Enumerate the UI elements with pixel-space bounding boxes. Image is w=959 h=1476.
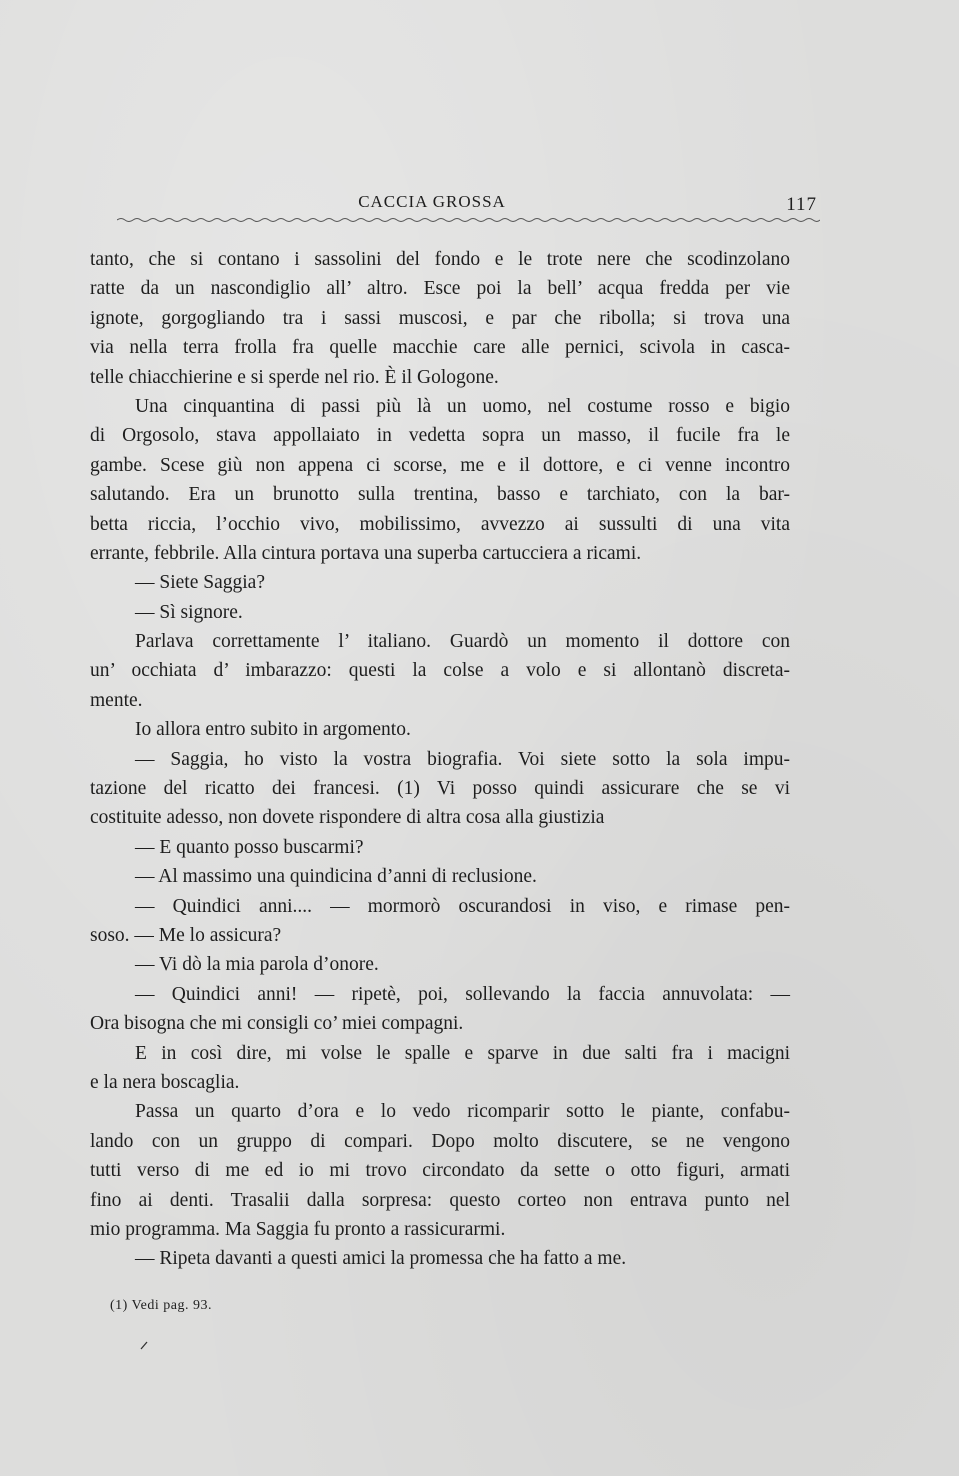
text-line: fino ai denti. Trasalii dalla sorpresa: questo corteo non entrava punto nel (90, 1189, 790, 1211)
text-line: tutti verso di me ed io mi trovo circondato da sette o otto figuri, armati (90, 1160, 790, 1182)
text-line: — E quanto posso buscarmi? (135, 836, 364, 858)
text-line: E in così dire, mi volse le spalle e sparve in due salti fra i macigni (135, 1042, 790, 1064)
text-line: — Ripeta davanti a questi amici la promessa che ha fatto a me. (135, 1248, 627, 1270)
text-line: e la nera boscaglia. (90, 1071, 240, 1093)
body-text (90, 245, 790, 1274)
text-line: betta riccia, l’occhio vivo, mobilissimo, avvezzo ai sussulti di una vita (90, 513, 790, 535)
text-line: salutando. Era un brunotto sulla trentina, basso e tarchiato, con la bar- (90, 484, 790, 506)
text-line: Parlava correttamente l’ italiano. Guardò un momento il dottore con (135, 631, 790, 653)
text-line: Una cinquantina di passi più là un uomo, nel costume rosso e bigio (135, 395, 790, 417)
text-line: — Siete Saggia? (135, 572, 265, 594)
text-line: — Saggia, ho visto la vostra biografia. Voi siete sotto la sola impu- (135, 748, 790, 770)
text-line: soso. — Me lo assicura? (90, 924, 282, 946)
text-line: Ora bisogna che mi consigli co’ miei compagni. (90, 1013, 464, 1035)
page-number: 117 (786, 194, 817, 215)
text-line: un’ occhiata d’ imbarazzo: questi la colse a volo e si allontanò discreta- (90, 660, 790, 682)
text-line: di Orgosolo, stava appollaiato in vedetta sopra un masso, il fucile fra le (90, 425, 790, 447)
pencil-mark (139, 1340, 149, 1350)
text-line: gambe. Scese giù non appena ci scorse, me e il dottore, e ci venne incontro (90, 454, 790, 476)
text-line: Passa un quarto d’ora e lo vedo ricomparir sotto le piante, confabu- (135, 1101, 790, 1123)
text-line: tanto, che si contano i sassolini del fondo e le trote nere che scodinzolano (90, 249, 790, 270)
text-line: errante, febbrile. Alla cintura portava una superba cartucciera a ricami. (90, 542, 642, 564)
text-line: Io allora entro subito in argomento. (135, 719, 411, 741)
footnote: (1) Vedi pag. 93. (110, 1298, 212, 1313)
running-title: CACCIA GROSSA (358, 192, 506, 211)
text-line: — Quindici anni! — ripetè, poi, sollevando la faccia annuvolata: — (135, 983, 790, 1005)
text-line: via nella terra frolla fra quelle macchie care alle pernici, scivola in casca- (90, 337, 790, 359)
text-line: tazione del ricatto dei francesi. (1) Vi posso quindi assicurare che se vi (90, 778, 790, 800)
text-line: — Vi dò la mia parola d’onore. (135, 954, 379, 976)
text-line: costituite adesso, non dovete rispondere di altra cosa alla giustizia (90, 807, 605, 829)
text-line: telle chiacchierine e si sperde nel rio. È il Gologone. (90, 366, 499, 388)
text-line: lando con un gruppo di compari. Dopo molto discutere, se ne vengono (90, 1130, 790, 1152)
text-line: ratte da un nascondiglio all’ altro. Esce poi la bell’ acqua fredda per vie (90, 278, 790, 300)
wavy-rule-divider (117, 214, 820, 224)
text-line: — Sì signore. (135, 601, 243, 623)
text-line: — Al massimo una quindicina d’anni di reclusione. (135, 866, 537, 888)
text-line: ignote, gorgogliando tra i sassi muscosi, e par che ribolla; si trova una (90, 307, 790, 329)
text-line: mente. (90, 689, 143, 711)
text-line: — Quindici anni.... — mormorò oscurandosi in viso, e rimase pen- (135, 895, 790, 917)
text-line: mio programma. Ma Saggia fu pronto a rassicurarmi. (90, 1218, 506, 1240)
